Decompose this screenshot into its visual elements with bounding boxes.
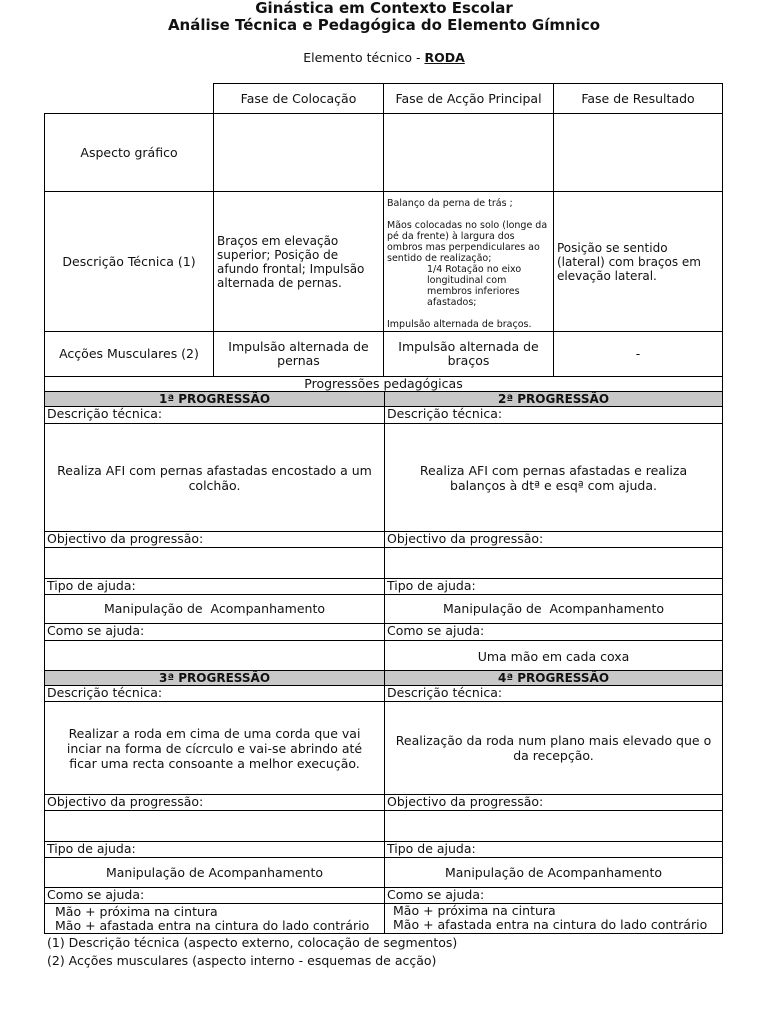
aspecto-colocacao [213,113,384,192]
p2-tipo: Manipulação de Acompanhamento [384,594,723,624]
p4-como-1: Mão + próxima na cintura [393,903,556,918]
col-header-resultado: Fase de Resultado [553,83,723,114]
p1-objectivo-label: Objectivo da progressão: [44,531,385,548]
descricao-accao-4: Impulsão alternada de braços. [387,319,532,330]
descricao-accao [383,191,554,332]
footnote-2: (2) Acções musculares (aspecto interno - esquemas de acção) [47,953,437,968]
element-name: RODA [424,50,465,65]
p4-tipo-label: Tipo de ajuda: [384,841,723,858]
descricao-accao-3: 1/4 Rotação no eixo longitudinal com membros inferiores afastados; [427,264,522,308]
p2-objectivo [384,547,723,579]
p3-tipo-label: Tipo de ajuda: [44,841,385,858]
p2-descricao-label: Descrição técnica: [384,406,723,424]
accoes-colocacao: Impulsão alternada de pernas [213,331,384,377]
p3-objectivo-label: Objectivo da progressão: [44,794,385,811]
p3-objectivo [44,810,385,842]
p2-tipo-label: Tipo de ajuda: [384,578,723,595]
p4-como-label: Como se ajuda: [384,887,723,904]
p1-como [44,640,385,671]
descricao-resultado: Posição se sentido (lateral) com braços em elevação lateral. [553,191,723,332]
descricao-colocacao: Braços em elevação superior; Posição de afundo frontal; Impulsão alternada de pernas. [213,191,384,332]
accoes-resultado: - [553,331,723,377]
progression-4-title: 4ª PROGRESSÃO [384,670,723,686]
p4-como [384,903,723,934]
p4-objectivo [384,810,723,842]
element-line [0,50,768,65]
p1-tipo: Manipulação de Acompanhamento [44,594,385,624]
p3-como [44,903,385,934]
p1-objectivo [44,547,385,579]
p3-descricao-label: Descrição técnica: [44,685,385,702]
progressions-title: Progressões pedagógicas [44,376,723,392]
col-header-colocacao: Fase de Colocação [213,83,384,114]
p4-descricao: Realização da roda num plano mais elevado que o da recepção. [384,701,723,795]
p3-como-2: Mão + afastada entra na cintura do lado contrário [55,918,370,933]
p3-tipo: Manipulação de Acompanhamento [44,857,385,888]
p3-como-1: Mão + próxima na cintura [55,904,218,919]
p4-como-2: Mão + afastada entra na cintura do lado contrário [393,917,708,932]
aspecto-resultado [553,113,723,192]
row-label-aspecto: Aspecto gráfico [44,113,214,192]
p1-descricao: Realiza AFI com pernas afastadas encostado a um colchão. [44,423,385,532]
p2-como: Uma mão em cada coxa [384,640,723,671]
footnote-1: (1) Descrição técnica (aspecto externo, colocação de segmentos) [47,935,458,950]
p4-objectivo-label: Objectivo da progressão: [384,794,723,811]
descricao-accao-1: Balanço da perna de trás ; [387,198,513,209]
row-label-descricao: Descrição Técnica (1) [44,191,214,332]
p1-tipo-label: Tipo de ajuda: [44,578,385,595]
row-label-accoes: Acções Musculares (2) [44,331,214,377]
element-prefix: Elemento técnico - [303,50,425,65]
title-line-2: Análise Técnica e Pedagógica do Elemento Gímnico [167,16,601,34]
descricao-accao-2: Mãos colocadas no solo (longe da pé da frente) à largura dos ombros mas perpendiculares ao sentido de realização; [387,220,548,264]
p4-tipo: Manipulação de Acompanhamento [384,857,723,888]
progression-1-title: 1ª PROGRESSÃO [44,391,385,407]
p4-descricao-label: Descrição técnica: [384,685,723,702]
progression-3-title: 3ª PROGRESSÃO [44,670,385,686]
accoes-accao: Impulsão alternada de braços [383,331,554,377]
p3-descricao: Realizar a roda em cima de uma corda que vai inciar na forma de cícrculo e vai-se abrindo até ficar uma recta consoante a melhor execução. [44,701,385,795]
p1-descricao-label: Descrição técnica: [44,406,385,424]
p2-descricao: Realiza AFI com pernas afastadas e realiza balanços à dtª e esqª com ajuda. [384,423,723,532]
col-header-accao: Fase de Acção Principal [383,83,554,114]
aspecto-accao [383,113,554,192]
title-line-1: Ginástica em Contexto Escolar [255,0,513,17]
p2-objectivo-label: Objectivo da progressão: [384,531,723,548]
p3-como-label: Como se ajuda: [44,887,385,904]
p2-como-label: Como se ajuda: [384,623,723,641]
p1-como-label: Como se ajuda: [44,623,385,641]
progression-2-title: 2ª PROGRESSÃO [384,391,723,407]
